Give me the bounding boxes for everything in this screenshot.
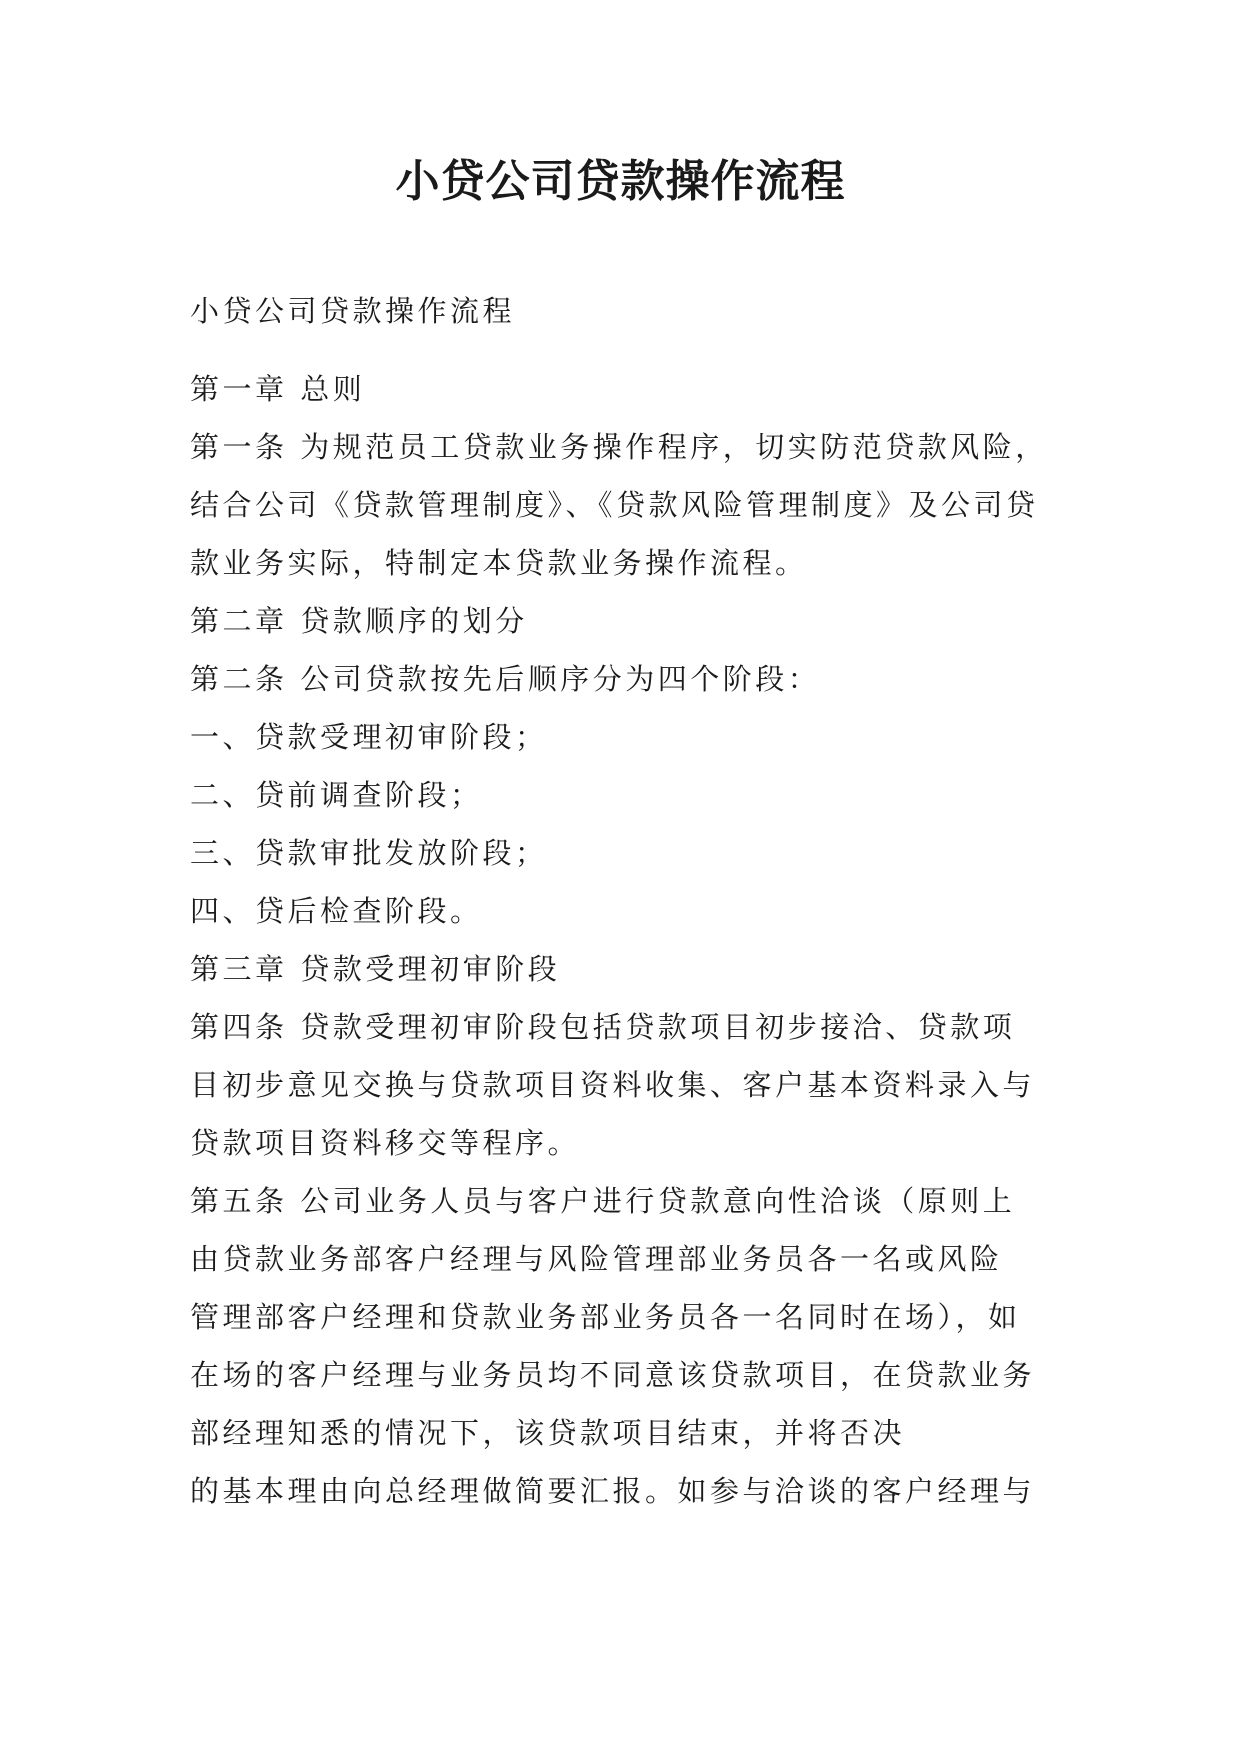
list-item: 一、贷款受理初审阶段；	[190, 720, 548, 754]
paragraph-line: 第四条 贷款受理初审阶段包括贷款项目初步接洽、贷款项	[190, 1010, 1016, 1044]
paragraph-line: 部经理知悉的情况下，该贷款项目结束，并将否决	[190, 1416, 906, 1450]
list-item: 四、贷后检查阶段。	[190, 894, 483, 928]
chapter-heading: 第二章 贷款顺序的划分	[190, 604, 528, 638]
paragraph-line: 第一条 为规范员工贷款业务操作程序，切实防范贷款风险，	[190, 430, 1048, 464]
paragraph-line: 管理部客户经理和贷款业务部业务员各一名同时在场），如	[190, 1300, 1021, 1334]
paragraph-line: 目初步意见交换与贷款项目资料收集、客户基本资料录入与	[190, 1068, 1036, 1102]
chapter-heading: 第一章 总则	[190, 372, 366, 406]
paragraph-line: 款业务实际，特制定本贷款业务操作流程。	[190, 546, 808, 580]
paragraph-line: 结合公司《贷款管理制度》、《贷款风险管理制度》及公司贷	[190, 488, 1039, 522]
paragraph-line: 贷款项目资料移交等程序。	[190, 1126, 581, 1160]
paragraph-line: 第二条 公司贷款按先后顺序分为四个阶段：	[190, 662, 821, 696]
list-item: 二、贷前调查阶段；	[190, 778, 483, 812]
list-item: 三、贷款审批发放阶段；	[190, 836, 548, 870]
paragraph-line: 由贷款业务部客户经理与风险管理部业务员各一名或风险	[190, 1242, 1003, 1276]
document-body	[190, 360, 1070, 1520]
paragraph-line: 的基本理由向总经理做简要汇报。如参与洽谈的客户经理与	[190, 1474, 1036, 1508]
subtitle-line: 小贷公司贷款操作流程	[190, 294, 516, 328]
document-subtitle	[190, 282, 1070, 340]
paragraph-line: 在场的客户经理与业务员均不同意该贷款项目，在贷款业务	[190, 1358, 1036, 1392]
chapter-heading: 第三章 贷款受理初审阶段	[190, 952, 561, 986]
paragraph-line: 第五条 公司业务人员与客户进行贷款意向性洽谈（原则上	[190, 1184, 1016, 1218]
document-title: 小贷公司贷款操作流程	[395, 156, 846, 207]
